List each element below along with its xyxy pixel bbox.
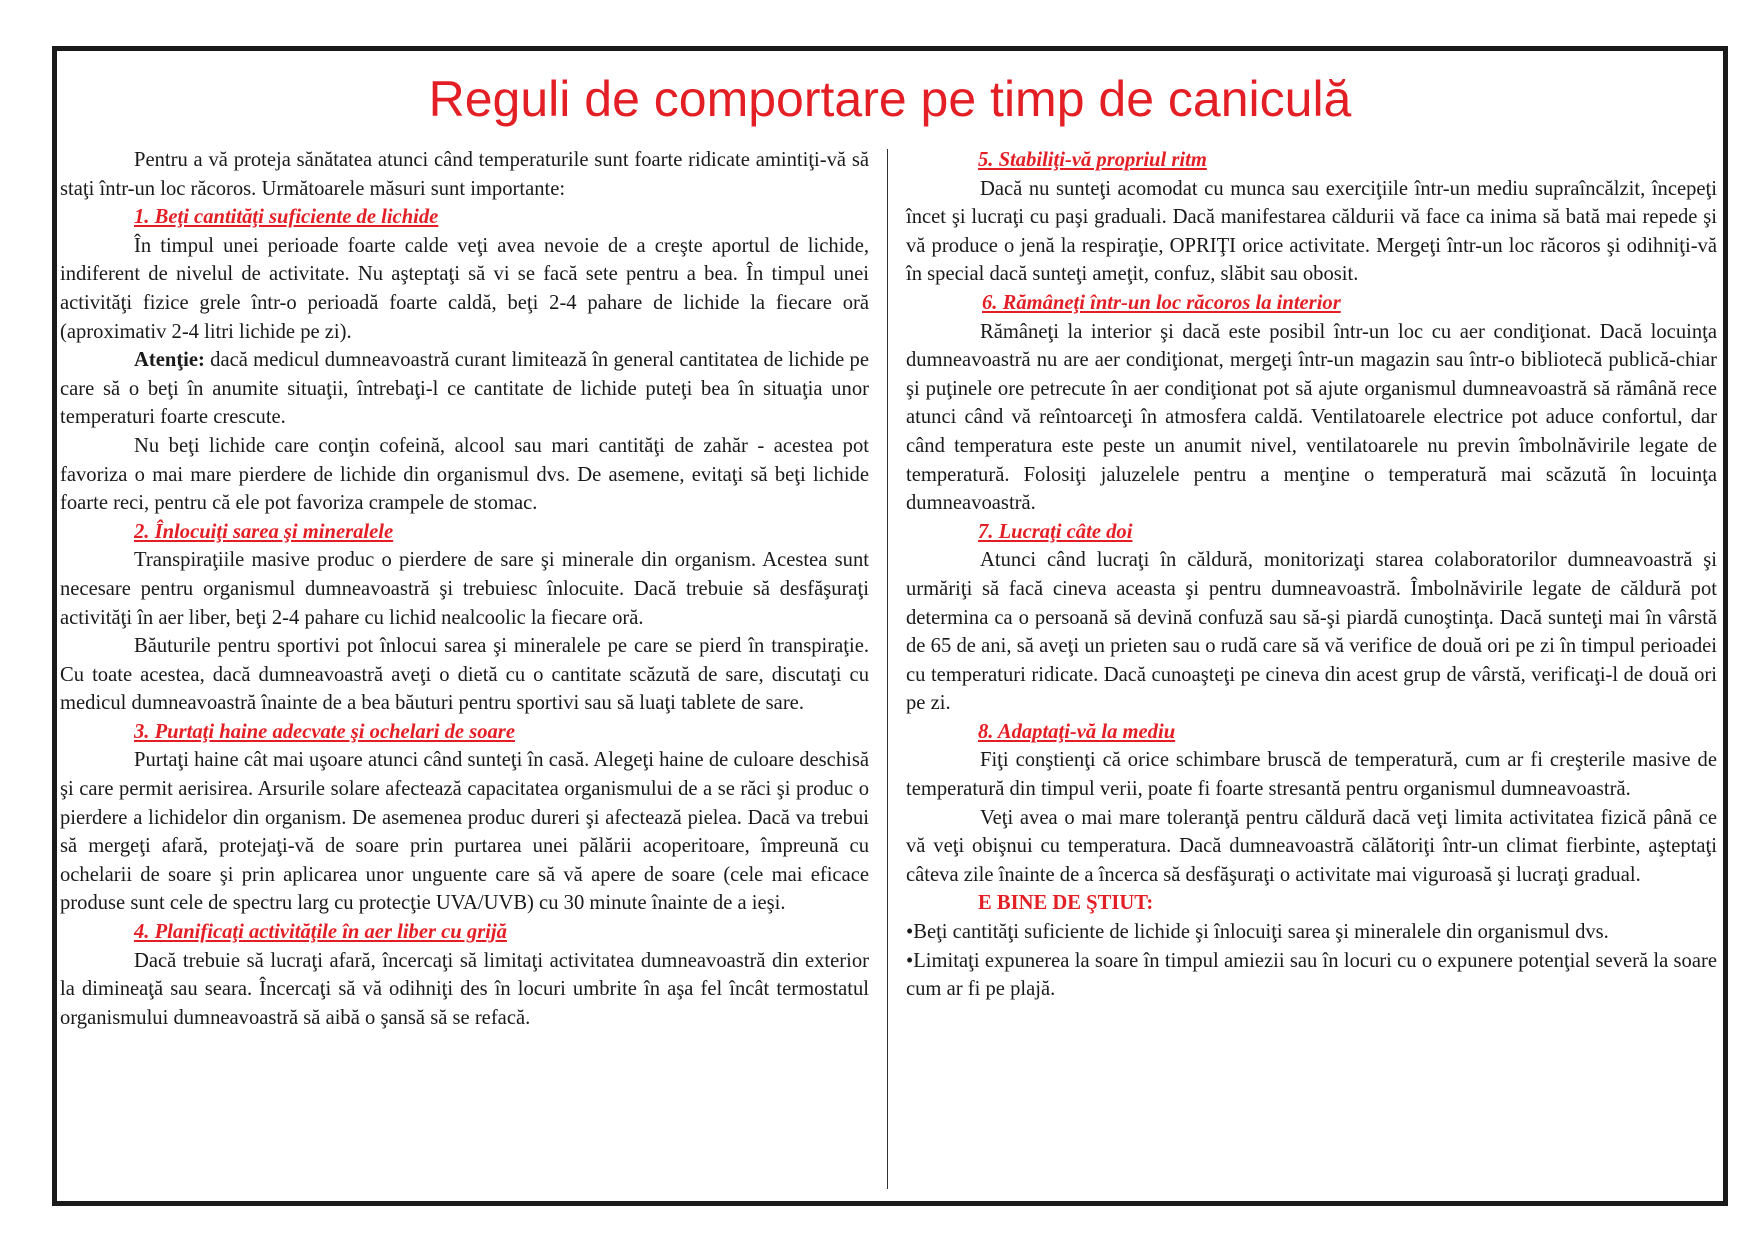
section-1-attention (60, 346, 869, 432)
section-5-heading-text: 5. Stabiliţi-vă propriul ritm (978, 149, 1207, 171)
section-4-heading-text: 4. Planificaţi activităţile în aer liber cu grijă (134, 921, 507, 944)
section-6-paragraph-1: Rămâneţi la interior şi dacă este posibil într-un loc cu aer condiţionat. Dacă locuinţa dumneavoastră nu are aer condiţionat, mergeţi într-un magazin sau într-o bibliotecă publică-chiar şi puţinele ore petrecute în aer condiţionat pot să ajute organismul dumneavoastră să rămână rece atunci când vă reîntoarceţi în atmosfera caldă. Ventilatoarele electrice pot aduce confortul, dar când temperatura este peste un anumit nivel, ventilatoarele nu previn îmbolnăvirile legate de temperatură. Folosiţi jaluzelele pentru a menţine o temperatură mai scăzută în locuinţa dumneavoastră. (906, 320, 1717, 515)
section-8-paragraph-1: Fiţi conştienţi că orice schimbare bruscă de temperatură, cum ar fi creşterile masive de temperatură din timpul verii, poate fi foarte stresantă pentru organismul dumneavoastră. (906, 749, 1717, 801)
section-2-heading-text: 2. Înlocuiţi sarea şi mineralele (134, 520, 394, 543)
right-column (906, 146, 1717, 1004)
section-4-heading (60, 918, 869, 947)
section-2-paragraph-1: Transpiraţiile masive produc o pierdere de sare şi minerale din organism. Acestea sunt necesare pentru organismul dumneavoastră şi trebuiesc înlocuite. Dacă trebuie să desfăşuraţi activităţi în aer liber, beţi 2-4 pahare cu lichid nealcoolic la fiecare oră. (60, 549, 869, 629)
section-1-heading-text: 1. Beţi cantităţi suficiente de lichide (134, 206, 439, 229)
section-8-paragraph-2: Veţi avea o mai mare toleranţă pentru căldură dacă veţi limita activitatea fizică până ce vă veţi obişnui cu temperatura. Dacă dumneavoastră călătoriţi într-un climat fierbinte, aşteptaţi câteva zile înainte de a încerca să desfăşuraţi o activitate mai viguroasă şi lucraţi gradual. (906, 806, 1717, 886)
section-3-heading-text: 3. Purtaţi haine adecvate şi ochelari de soare (134, 720, 515, 743)
section-4-paragraph-1: Dacă trebuie să lucraţi afară, încercaţi să limitaţi activitatea dumneavoastră din exterior la dimineaţă sau seara. Încercaţi să vă odihniţi des în locuri umbrite în aşa fel încât termostatul organismului dumneavoastră să aibă o şansă să se refacă. (60, 949, 869, 1029)
section-6-heading (906, 289, 1717, 318)
intro-paragraph: Pentru a vă proteja sănătatea atunci când temperaturile sunt foarte ridicate amintiţi-vă să staţi într-un loc răcoros. Următoarele măsuri sunt importante: (60, 149, 869, 200)
section-1-paragraph-3: Nu beţi lichide care conţin cofeină, alcool sau mari cantităţi de zahăr - acestea pot favoriza o mai mare pierdere de lichide din organismul dvs. De asemene, evitaţi să beţi lichide foarte reci, pentru că ele pot favoriza crampele de stomac. (60, 434, 869, 515)
section-6-heading-text: 6. Rămâneţi într-un loc răcoros la interior (982, 291, 1341, 314)
column-divider (887, 149, 888, 1189)
section-7-heading (906, 518, 1717, 547)
section-7-heading-text: 7. Lucraţi câte doi (978, 520, 1133, 543)
attention-text: dacă medicul dumneavoastră curant limitează în general cantitatea de lichide pe care să o beţi în anumite situaţii, întrebaţi-l ce cantitate de lichide puteţi bea în situaţia unor temperaturi foarte crescute. (60, 349, 869, 429)
section-3-paragraph-1: Purtaţi haine cât mai uşoare atunci când sunteţi în casă. Alegeţi haine de culoare deschisă şi care permit aerisirea. Arsurile solare afectează capacitatea organismului de a se răci şi produc o pierdere a lichidelor din organism. De asemenea produc dureri şi afectează pielea. Dacă va trebui să mergeţi afară, protejaţi-vă de soare prin purtarea unei pălării acoperitoare, împreună cu ochelarii de soare şi prin aplicarea unor unguente care să vă apere de soare (cele mai eficace produse sunt cele de spectru larg cu protecţie UVA/UVB) cu 30 minute înainte de a ieşi. (60, 749, 869, 915)
document-frame (52, 46, 1728, 1206)
left-column (60, 146, 869, 1032)
section-2-heading (60, 518, 869, 547)
section-1-heading (60, 203, 869, 232)
good-to-know-heading: E BINE DE ŞTIUT: (978, 892, 1154, 915)
section-2-paragraph-2: Băuturile pentru sportivi pot înlocui sarea şi mineralele pe care se pierd în transpiraţie. Cu toate acestea, dacă dumneavoastră aveţi o dietă cu o cantitate scăzută de sare, discutaţi cu medicul dumneavoastră înainte de a bea băuturi pentru sportivi sau să luaţi tablete de sare. (60, 635, 869, 715)
bullet-item-2: •Limitaţi expunerea la soare în timpul amiezii sau în locuri cu o expunere potenţial severă la soare cum ar fi pe plajă. (906, 949, 1717, 1001)
section-3-heading (60, 718, 869, 747)
section-8-heading (906, 718, 1717, 747)
section-7-paragraph-1: Atunci când lucraţi în căldură, monitorizaţi starea colaboratorilor dumneavoastră şi urmăriţi să facă cineva aceasta şi pentru dumneavoastră. Îmbolnăvirile legate de căldură pot determina ca o persoană să devină confuză sau să-şi piardă cunoştinţa. Dacă sunteţi mai în vârstă de 65 de ani, să aveţi un prieten sau o rudă care să vă verifice de două ori pe zi în timpul perioadei cu temperaturi ridicate. Dacă cunoaşteţi pe cineva din acest grup de vârstă, verificaţi-l de două ori pe zi. (906, 549, 1717, 715)
section-5-heading (906, 146, 1717, 175)
page-title: Reguli de comportare pe timp de caniculă (428, 71, 1352, 127)
bullet-item-1: •Beţi cantităţi suficiente de lichide şi înlocuiţi sarea şi mineralele din organismul dvs. (906, 921, 1609, 944)
section-5-paragraph-1: Dacă nu sunteţi acomodat cu munca sau exerciţiile într-un mediu supraîncălzit, începeţi încet şi lucraţi cu paşi graduali. Dacă manifestarea căldurii vă face ca inima să bată mai repede şi vă produce o jenă la respiraţie, OPRIŢI orice activitate. Mergeţi într-un loc răcoros şi odihniţi-vă în special dacă sunteţi ameţit, confuz, slăbit sau obosit. (906, 177, 1717, 286)
attention-label: Atenţie: (134, 349, 205, 372)
section-1-paragraph-1: În timpul unei perioade foarte calde veţi avea nevoie de a creşte aportul de lichide, indiferent de nivelul de activitate. Nu aşteptaţi să vi se facă sete pentru a bea. În timpul unei activităţi fizice grele într-o perioadă foarte caldă, beţi 2-4 pahare de lichide la fiecare oră (aproximativ 2-4 litri lichide pe zi). (60, 234, 869, 343)
section-8-heading-text: 8. Adaptaţi-vă la mediu (978, 720, 1176, 743)
